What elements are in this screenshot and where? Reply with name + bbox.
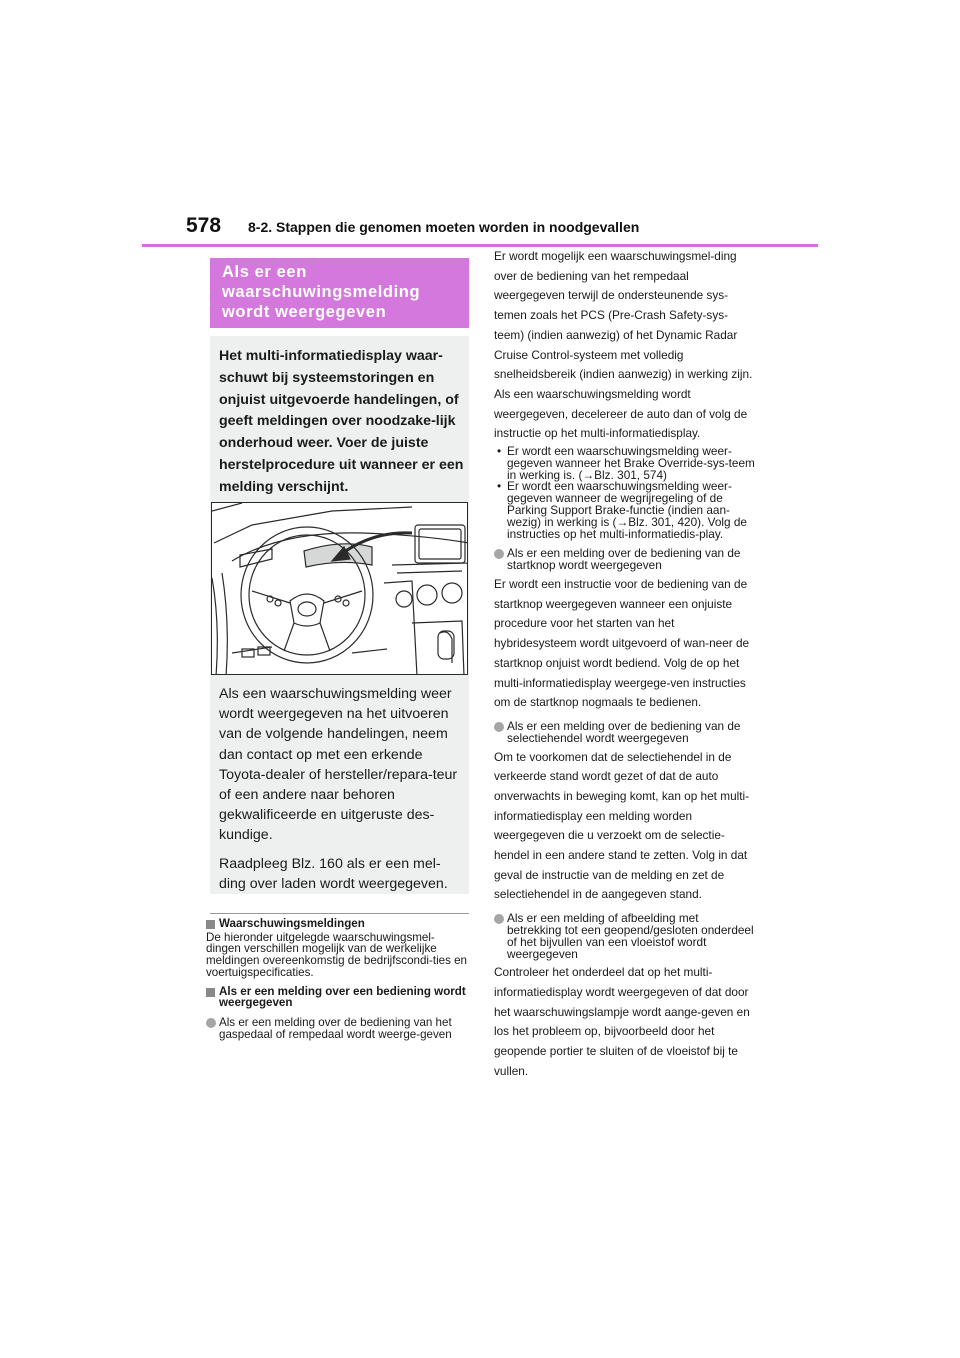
paragraph: Controleer het onderdeel dat op het multi-informatiedisplay wordt weergegeven of dat door het waarschuwingslampje wordt aange-geven en los het probleem op, bijvoorbeeld door het geopende portier te sluiten of de vloeistof bij te vullen. bbox=[494, 965, 750, 1078]
square-bullet-icon bbox=[206, 920, 215, 929]
circle-bullet-icon bbox=[494, 549, 504, 559]
square-heading bbox=[206, 986, 468, 1009]
bullet-text: Als er een melding over de bediening van de selectiehendel wordt weergegeven bbox=[507, 718, 741, 745]
heading-text: Als er een melding over een bediening wordt weergegeven bbox=[219, 984, 466, 1010]
bullet-heading bbox=[494, 913, 756, 960]
bullet-heading bbox=[494, 548, 756, 572]
box-paragraph: Als een waarschuwingsmelding weer wordt weergegeven na het uitvoeren van de volgende handelingen, neem dan contact op met een erkende Toyota-dealer of hersteller/repara-teur of een andere naar behoren gekwalificeerde en uitgeruste des-kundige. bbox=[219, 686, 458, 844]
paragraph: Om te voorkomen dat de selectiehendel in de verkeerde stand wordt gezet of dat de auto onverwachts in beweging komt, kan op het multi-informatiedisplay een melding worden weergegeven die u verzoekt om de selectie-hendel in een andere stand te zetten. Volg in dat geval de instructie van de melding en zet de selectiehendel in de aangegeven stand. bbox=[494, 749, 750, 902]
bullet-text: Als er een melding of afbeelding met betrekking tot een geopend/gesloten onderdeel of het bijvullen van een vloeistof wordt weergegeven bbox=[507, 911, 754, 961]
heading-text: Waarschuwingsmeldingen bbox=[219, 917, 365, 930]
list-item: • Er wordt een waarschuwingsmelding weer-gegeven wanneer de wegrijregeling of de Parking Support Brake-functie (indien aan-wezig) in werking is (→Blz. 301, 420). Volg de instructies op het multi-informatiedis-play. bbox=[497, 479, 747, 541]
bullet-heading bbox=[206, 1017, 468, 1040]
bullet-heading bbox=[494, 718, 756, 745]
bullet-text: Als er een melding over de bediening van het gaspedaal of rempedaal wordt weerge-geven bbox=[219, 1015, 452, 1041]
dashboard-steering-wheel-illustration bbox=[211, 502, 468, 675]
list-item: • Er wordt een waarschuwingsmelding weer-gegeven wanneer het Brake Override-sys-teem in werking is. (→Blz. 301, 574) bbox=[497, 444, 755, 482]
left-column bbox=[206, 918, 468, 1042]
page-number: 578 bbox=[186, 214, 222, 237]
paragraph: De hieronder uitgelegde waarschuwingsmel-dingen verschillen mogelijk van de werkelijke meldingen overeenkomstig de bedrijfscondi-ties en voertuigspecificaties. bbox=[206, 930, 468, 979]
box-paragraph: Raadpleeg Blz. 160 als er een mel-ding over laden wordt weergegeven. bbox=[219, 855, 448, 892]
box-intro: Het multi-informatiedisplay waar-schuwt bij systeemstoringen en onjuist uitgevoerde handelingen, of geeft meldingen over noodzake-lijk onderhoud weer. Voer de juiste herstelprocedure uit wanneer er een melding verschijnt. bbox=[219, 348, 464, 495]
bullet-list bbox=[494, 446, 756, 540]
box-body bbox=[219, 684, 464, 902]
paragraph: Er wordt een instructie voor de bediening van de startknop weergegeven wanneer een onjuiste procedure voor het starten van het hybridesysteem wordt uitgevoerd of wan-neer de startknop onjuist wordt bediend. Volg de op het multi-informatiedisplay weergege-ven instructies om de startknop nogmaals te bedienen. bbox=[494, 577, 750, 710]
square-heading bbox=[206, 918, 468, 930]
paragraph: Er wordt mogelijk een waarschuwingsmel-ding over de bediening van het rempedaal weergegeven terwijl de ondersteunende sys-temen zoals het PCS (Pre-Crash Safety-sys-teem) (indien aanwezig) of het Dynamic Radar Cruise Control-systeem met volledig snelheidsbereik (indien aanwezig) in werking zijn. Als een waarschuwingsmelding wordt weergegeven, decelereer de auto dan of volg de instructie op het multi-informatiedisplay. bbox=[494, 249, 753, 441]
square-bullet-icon bbox=[206, 988, 215, 997]
circle-bullet-icon bbox=[494, 914, 504, 924]
circle-bullet-icon bbox=[206, 1018, 216, 1028]
right-column bbox=[494, 247, 756, 1082]
section-title: 8-2. Stappen die genomen moeten worden in noodgevallen bbox=[248, 219, 640, 235]
divider bbox=[210, 913, 469, 914]
bullet-text: Als er een melding over de bediening van de startknop wordt weergegeven bbox=[507, 546, 741, 573]
circle-bullet-icon bbox=[494, 722, 504, 732]
box-title: Als er een waarschuwingsmelding wordt weergegeven bbox=[210, 258, 469, 328]
